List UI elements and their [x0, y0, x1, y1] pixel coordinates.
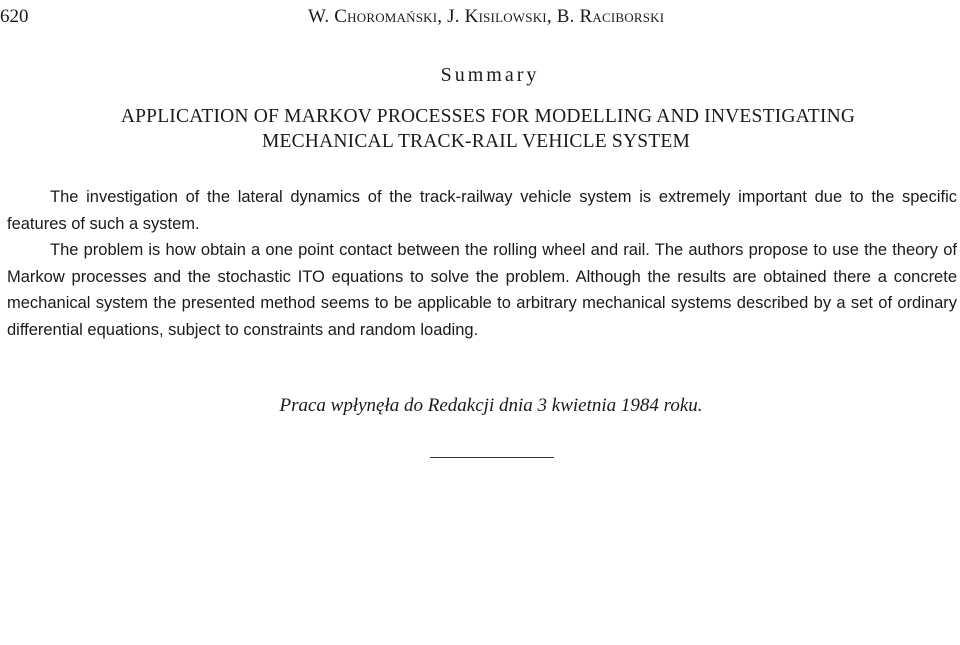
- abstract-paragraph-2: The problem is how obtain a one point contact between the rolling wheel and rail. The authors propose to use the theory of Markow processes and the stochastic ITO equations to solve the problem. Although the results are obtained there a concrete mechanical system the presented method seems to be applicable to arbitrary mechanical systems described by a set of ordinary differential equations, subject to constraints and random loading.: [7, 241, 957, 339]
- article-title: [0, 104, 960, 154]
- page-header: [0, 4, 960, 32]
- abstract-paragraph-1: The investigation of the lateral dynamics of the track-railway vehicle system is extremely important due to the specific features of such a system.: [7, 188, 957, 233]
- page-number: 620: [0, 6, 29, 27]
- abstract: [7, 184, 957, 343]
- received-note-text: Praca wpłynęła do Redakcji dnia 3 kwietnia 1984 roku.: [279, 395, 703, 416]
- running-head-authors: W. Choromański, J. Kisilowski, B. Raciborski: [308, 6, 665, 27]
- title-line-1: APPLICATION OF MARKOV PROCESSES FOR MODELLING AND INVESTIGATING: [120, 106, 856, 127]
- received-note: [0, 395, 960, 417]
- title-line-2: MECHANICAL TRACK-RAIL VEHICLE SYSTEM: [261, 131, 691, 152]
- summary-heading: Summary: [440, 64, 540, 86]
- end-rule-divider: [430, 457, 554, 458]
